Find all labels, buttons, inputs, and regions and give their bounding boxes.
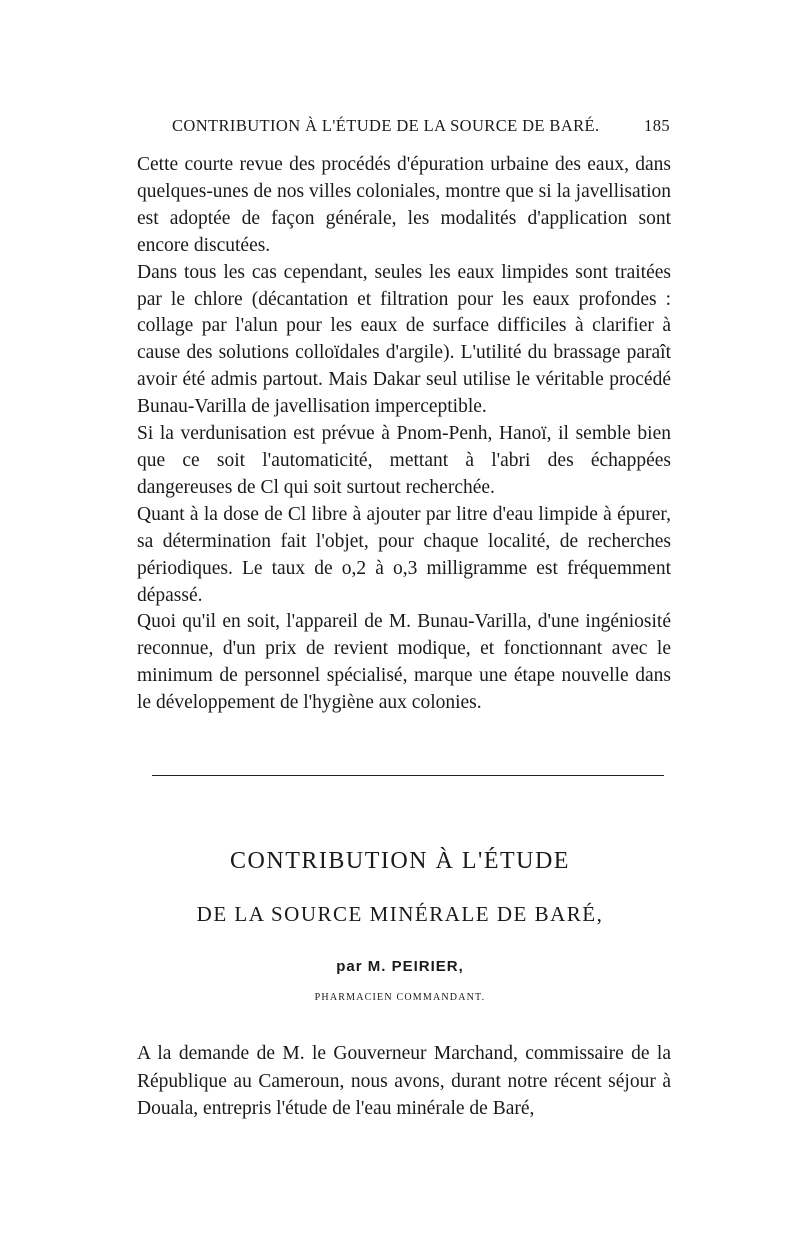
- article-author: par M. PEIRIER,: [336, 958, 464, 975]
- paragraph: A la demande de M. le Gouverneur Marchand, commissaire de la République au Cameroun, nous avons, durant notre récent séjour à Douala, entrepris l'étude de l'eau minérale de Baré,: [137, 1043, 671, 1119]
- article-title-line2: DE LA SOURCE MINÉRALE DE BARÉ,: [196, 902, 604, 926]
- paragraph: Quant à la dose de Cl libre à ajouter par litre d'eau limpide à épurer, sa détermination fait l'objet, pour chaque localité, de recherches périodiques. Le taux de o,2 à o,3 milligramme est fréquemment dépassé.: [137, 503, 671, 606]
- article-title-line1: CONTRIBUTION À L'ÉTUDE: [230, 848, 570, 874]
- paragraph: Cette courte revue des procédés d'épuration urbaine des eaux, dans quelques-unes de nos villes coloniales, montre que si la javellisation est adoptée de façon générale, les modalités d'application sont encore discutées.: [137, 154, 671, 256]
- paragraph: Dans tous les cas cependant, seules les eaux limpides sont traitées par le chlore (décantation et filtration pour les eaux profondes : collage par l'alun pour les eaux de surface difficiles à clarifier à cause des solutions colloïdales d'argile). L'utilité du brassage paraît avoir été admis partout. Mais Dakar seul utilise le véritable procédé Bunau-Varilla de javellisation imperceptible.: [137, 261, 671, 418]
- article-intro: [137, 1040, 671, 1123]
- paragraph: Quoi qu'il en soit, l'appareil de M. Bunau-Varilla, d'une ingéniosité reconnue, d'un prix de revient modique, et fonctionnant avec le minimum de personnel spécialisé, marque une étape nouvelle dans le développement de l'hygiène aux colonies.: [137, 611, 671, 714]
- section-divider: [152, 775, 664, 776]
- paragraph: Si la verdunisation est prévue à Pnom-Penh, Hanoï, il semble bien que ce soit l'automaticité, mettant à l'abri des échappées dangereuses de Cl qui soit surtout recherchée.: [137, 423, 671, 498]
- page-number: 185: [644, 116, 670, 135]
- previous-article-conclusion: [137, 152, 671, 717]
- running-title: CONTRIBUTION À L'ÉTUDE DE LA SOURCE DE BARÉ.: [172, 116, 600, 135]
- author-role: PHARMACIEN COMMANDANT.: [314, 992, 486, 1003]
